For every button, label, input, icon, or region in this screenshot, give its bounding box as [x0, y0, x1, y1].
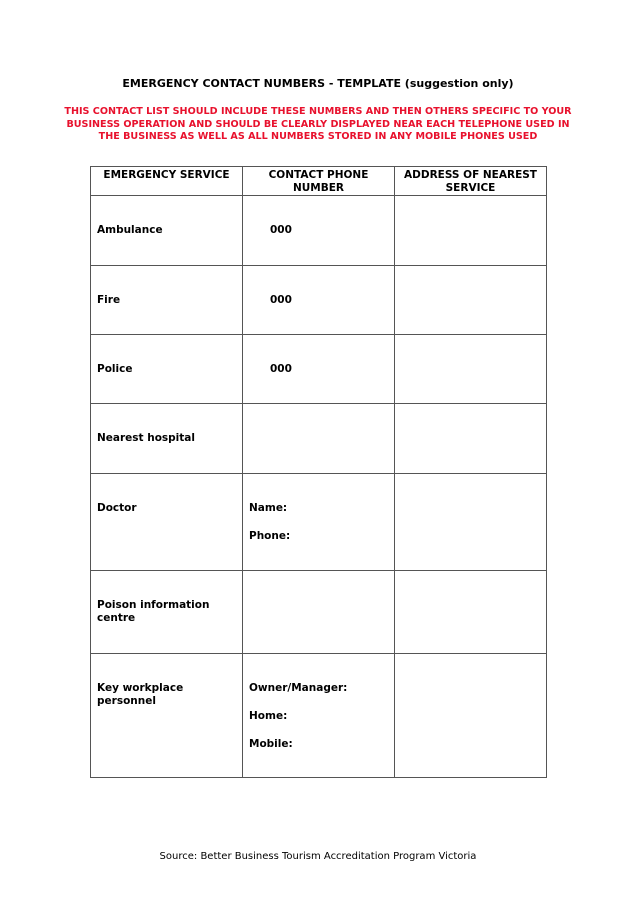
- table-row: [91, 571, 547, 654]
- doctor-name-label: Name:: [249, 502, 288, 514]
- table-row: [91, 266, 547, 335]
- address-cell[interactable]: [395, 404, 547, 474]
- phone-cell[interactable]: [243, 266, 395, 335]
- table-row: [91, 654, 547, 778]
- phone-cell[interactable]: [243, 474, 395, 571]
- service-label: Doctor: [97, 502, 137, 514]
- address-cell[interactable]: [395, 335, 547, 404]
- service-cell: [91, 335, 243, 404]
- phone-cell[interactable]: [243, 654, 395, 778]
- header-emergency-service: EMERGENCY SERVICE: [91, 167, 243, 196]
- table-row: [91, 335, 547, 404]
- home-label: Home:: [249, 710, 288, 722]
- warning-text: THIS CONTACT LIST SHOULD INCLUDE THESE NUMBERS AND THEN OTHERS SPECIFIC TO YOUR BUSINESS OPERATION AND SHOULD BE CLEARLY DISPLAYED NEAR EACH TELEPHONE USED IN THE BUSINESS AS WELL AS ALL NUMBERS STORED IN ANY MOBILE PHONES USED: [64, 106, 572, 143]
- service-cell: [91, 654, 243, 778]
- phone-cell[interactable]: [243, 571, 395, 654]
- phone-value: 000: [270, 362, 292, 375]
- owner-manager-label: Owner/Manager:: [249, 682, 348, 694]
- address-cell[interactable]: [395, 571, 547, 654]
- address-cell[interactable]: [395, 474, 547, 571]
- service-cell: [91, 404, 243, 474]
- service-cell: [91, 266, 243, 335]
- doctor-phone-label: Phone:: [249, 530, 291, 542]
- service-label: Key workplace personnel: [97, 682, 184, 707]
- emergency-contacts-table: [90, 166, 547, 778]
- page-title: EMERGENCY CONTACT NUMBERS - TEMPLATE (suggestion only): [122, 77, 514, 90]
- header-address: ADDRESS OF NEAREST SERVICE: [395, 167, 547, 196]
- table-row: [91, 196, 547, 266]
- mobile-label: Mobile:: [249, 738, 293, 750]
- service-cell: [91, 571, 243, 654]
- service-label: Police: [97, 362, 133, 375]
- header-contact-phone: CONTACT PHONE NUMBER: [243, 167, 395, 196]
- address-cell[interactable]: [395, 196, 547, 266]
- address-cell[interactable]: [395, 266, 547, 335]
- address-cell[interactable]: [395, 654, 547, 778]
- source-footer: Source: Better Business Tourism Accreditation Program Victoria: [159, 851, 477, 862]
- service-label: Ambulance: [97, 224, 163, 236]
- phone-cell[interactable]: [243, 404, 395, 474]
- service-cell: [91, 474, 243, 571]
- service-label: Nearest hospital: [97, 432, 195, 444]
- phone-cell[interactable]: [243, 335, 395, 404]
- service-cell: [91, 196, 243, 266]
- table-row: [91, 474, 547, 571]
- table-header-row: [91, 167, 547, 196]
- phone-value: 000: [270, 293, 292, 306]
- phone-cell[interactable]: [243, 196, 395, 266]
- service-label: Fire: [97, 293, 121, 306]
- table-row: [91, 404, 547, 474]
- phone-value: 000: [270, 224, 292, 236]
- service-label: Poison information centre: [97, 599, 210, 624]
